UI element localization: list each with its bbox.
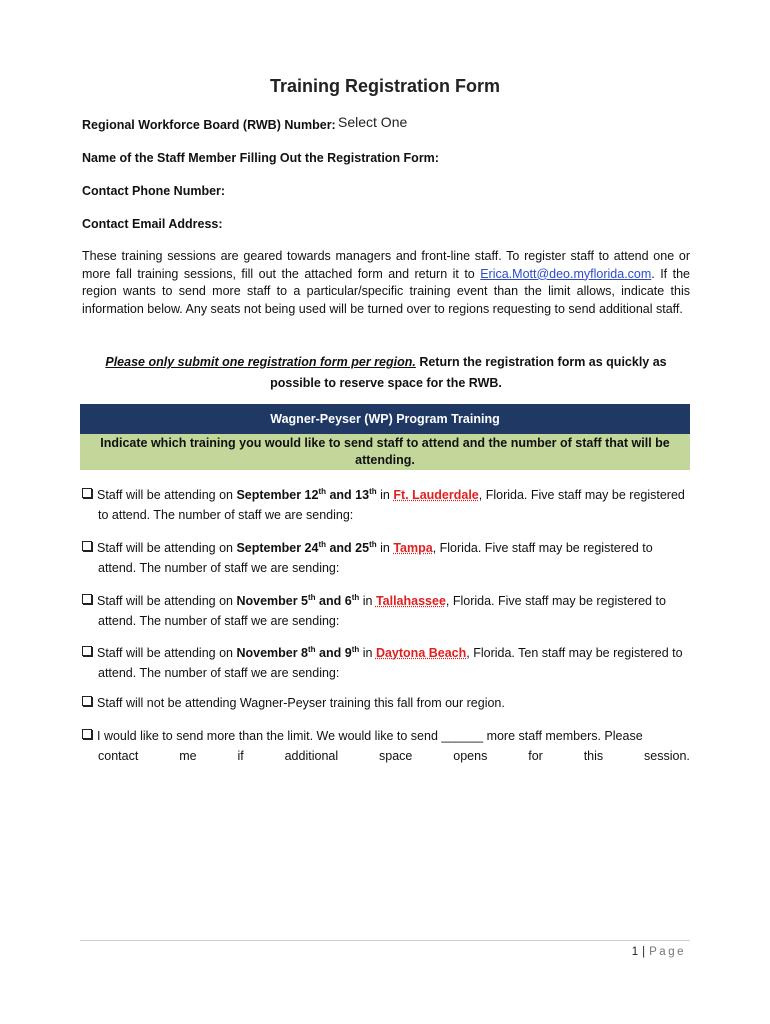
option-lead: Staff will be attending on — [97, 488, 237, 503]
option-lead: Staff will be attending on — [97, 594, 237, 609]
notice-rest: Return the registration form as quickly as possible to reserve space for the RWB. — [270, 355, 667, 390]
submission-notice — [82, 352, 690, 394]
email-link[interactable]: Erica.Mott@deo.myflorida.com — [480, 266, 652, 281]
option-and: and — [326, 541, 356, 556]
option-and: and — [315, 646, 345, 661]
option-tampa[interactable] — [82, 535, 690, 578]
option-tail: , Florida. Ten staff may be registered to — [466, 646, 683, 661]
option-line-2: attend. The number of staff we are sending: — [98, 561, 340, 576]
section-subheader: Indicate which training you would like to send staff to attend and the number of staff that will be attending. — [80, 434, 690, 470]
page-footer — [632, 946, 686, 958]
checkbox-icon[interactable] — [82, 594, 92, 604]
rwb-number-select[interactable]: Select One — [338, 114, 408, 130]
option-sup-1: th — [308, 645, 316, 654]
word: contact — [98, 749, 139, 763]
option-sup-1: th — [318, 540, 326, 549]
option-sup-1: th — [318, 487, 326, 496]
option-ft-lauderdale[interactable] — [82, 482, 690, 525]
option-city: Tampa — [393, 541, 433, 556]
option-in: in — [359, 594, 376, 609]
word: me — [179, 749, 197, 763]
notice-emphasis: Please only submit one registration form per region. — [105, 355, 416, 369]
checkbox-icon[interactable] — [82, 729, 92, 739]
checkbox-icon[interactable] — [82, 646, 92, 656]
rwb-number-label: Regional Workforce Board (RWB) Number: — [82, 118, 336, 132]
option-lead: Staff will be attending on — [97, 541, 237, 556]
option-in: in — [376, 488, 394, 503]
option-lead: Staff will be attending on — [97, 646, 237, 661]
staff-name-label: Name of the Staff Member Filling Out the Registration Form: — [82, 151, 439, 165]
option-sup-1: th — [308, 593, 316, 602]
option-tail: , Florida. Five staff may be registered to — [432, 541, 653, 556]
not-attending-text: Staff will not be attending Wagner-Peyser training this fall from our region. — [97, 696, 505, 710]
contact-phone-label: Contact Phone Number: — [82, 184, 226, 198]
option-in: in — [359, 646, 376, 661]
word: session. — [644, 749, 690, 763]
word: space — [379, 749, 413, 763]
option-and: and — [326, 488, 356, 503]
option-tallahassee[interactable] — [82, 588, 690, 631]
option-date-1: September 24 — [236, 541, 319, 556]
page-label: Page — [649, 946, 686, 958]
word: this — [583, 749, 604, 763]
option-sup-2: th — [351, 593, 360, 602]
option-not-attending[interactable] — [82, 693, 690, 713]
intro-text-after: . If the region wants to send more staff to a particular/specific training event than the limit allows, indicate this information below. Any seats not being used will be turned over to regions requesting to send additional staff. — [82, 266, 690, 316]
checkbox-icon[interactable] — [82, 696, 92, 706]
option-daytona-beach[interactable] — [82, 640, 690, 683]
word: if — [237, 749, 244, 763]
word: for — [528, 749, 543, 763]
word: opens — [453, 749, 488, 763]
section-header: Wagner-Peyser (WP) Program Training — [80, 404, 690, 434]
page-number: 1 — [631, 946, 639, 958]
option-date-1: September 12 — [236, 488, 319, 503]
footer-divider — [80, 940, 690, 941]
option-city: Daytona Beach — [375, 646, 467, 661]
option-date-2: 9 — [344, 646, 352, 661]
page-title: Training Registration Form — [269, 76, 501, 96]
option-tail: , Florida. Five staff may be registered — [478, 488, 685, 503]
option-line-2: attend. The number of staff we are sending: — [98, 614, 340, 629]
option-date-2: 25 — [355, 541, 370, 556]
checkbox-icon[interactable] — [82, 488, 92, 498]
more-staff-line-1: I would like to send more than the limit. We would like to send ______ more staff members. Please — [97, 729, 643, 743]
option-sup-2: th — [369, 487, 377, 496]
option-city: Ft. Lauderdale — [393, 488, 479, 503]
more-staff-line-2 — [82, 746, 690, 766]
checkbox-icon[interactable] — [82, 541, 92, 551]
option-and: and — [315, 594, 345, 609]
footer-separator: | — [642, 946, 646, 958]
option-date-2: 6 — [344, 594, 352, 609]
option-line-2: to attend. The number of staff we are sending: — [98, 508, 354, 523]
option-date-2: 13 — [355, 488, 370, 503]
intro-paragraph — [82, 248, 690, 318]
option-date-1: November 8 — [236, 646, 309, 661]
option-line-2: attend. The number of staff we are sending: — [98, 666, 340, 681]
option-in: in — [376, 541, 394, 556]
contact-email-label: Contact Email Address: — [82, 217, 223, 231]
option-date-1: November 5 — [236, 594, 309, 609]
option-tail: , Florida. Five staff may be registered to — [445, 594, 666, 609]
word: additional — [284, 749, 339, 763]
option-more-staff[interactable] — [82, 726, 690, 766]
intro-text-before: These training sessions are geared towards managers and front-line staff. To register staff to attend one or more fall training sessions, fill out the attached form and return it to — [82, 249, 690, 281]
option-sup-2: th — [351, 645, 360, 654]
option-city: Tallahassee — [375, 594, 446, 609]
option-sup-2: th — [369, 540, 377, 549]
